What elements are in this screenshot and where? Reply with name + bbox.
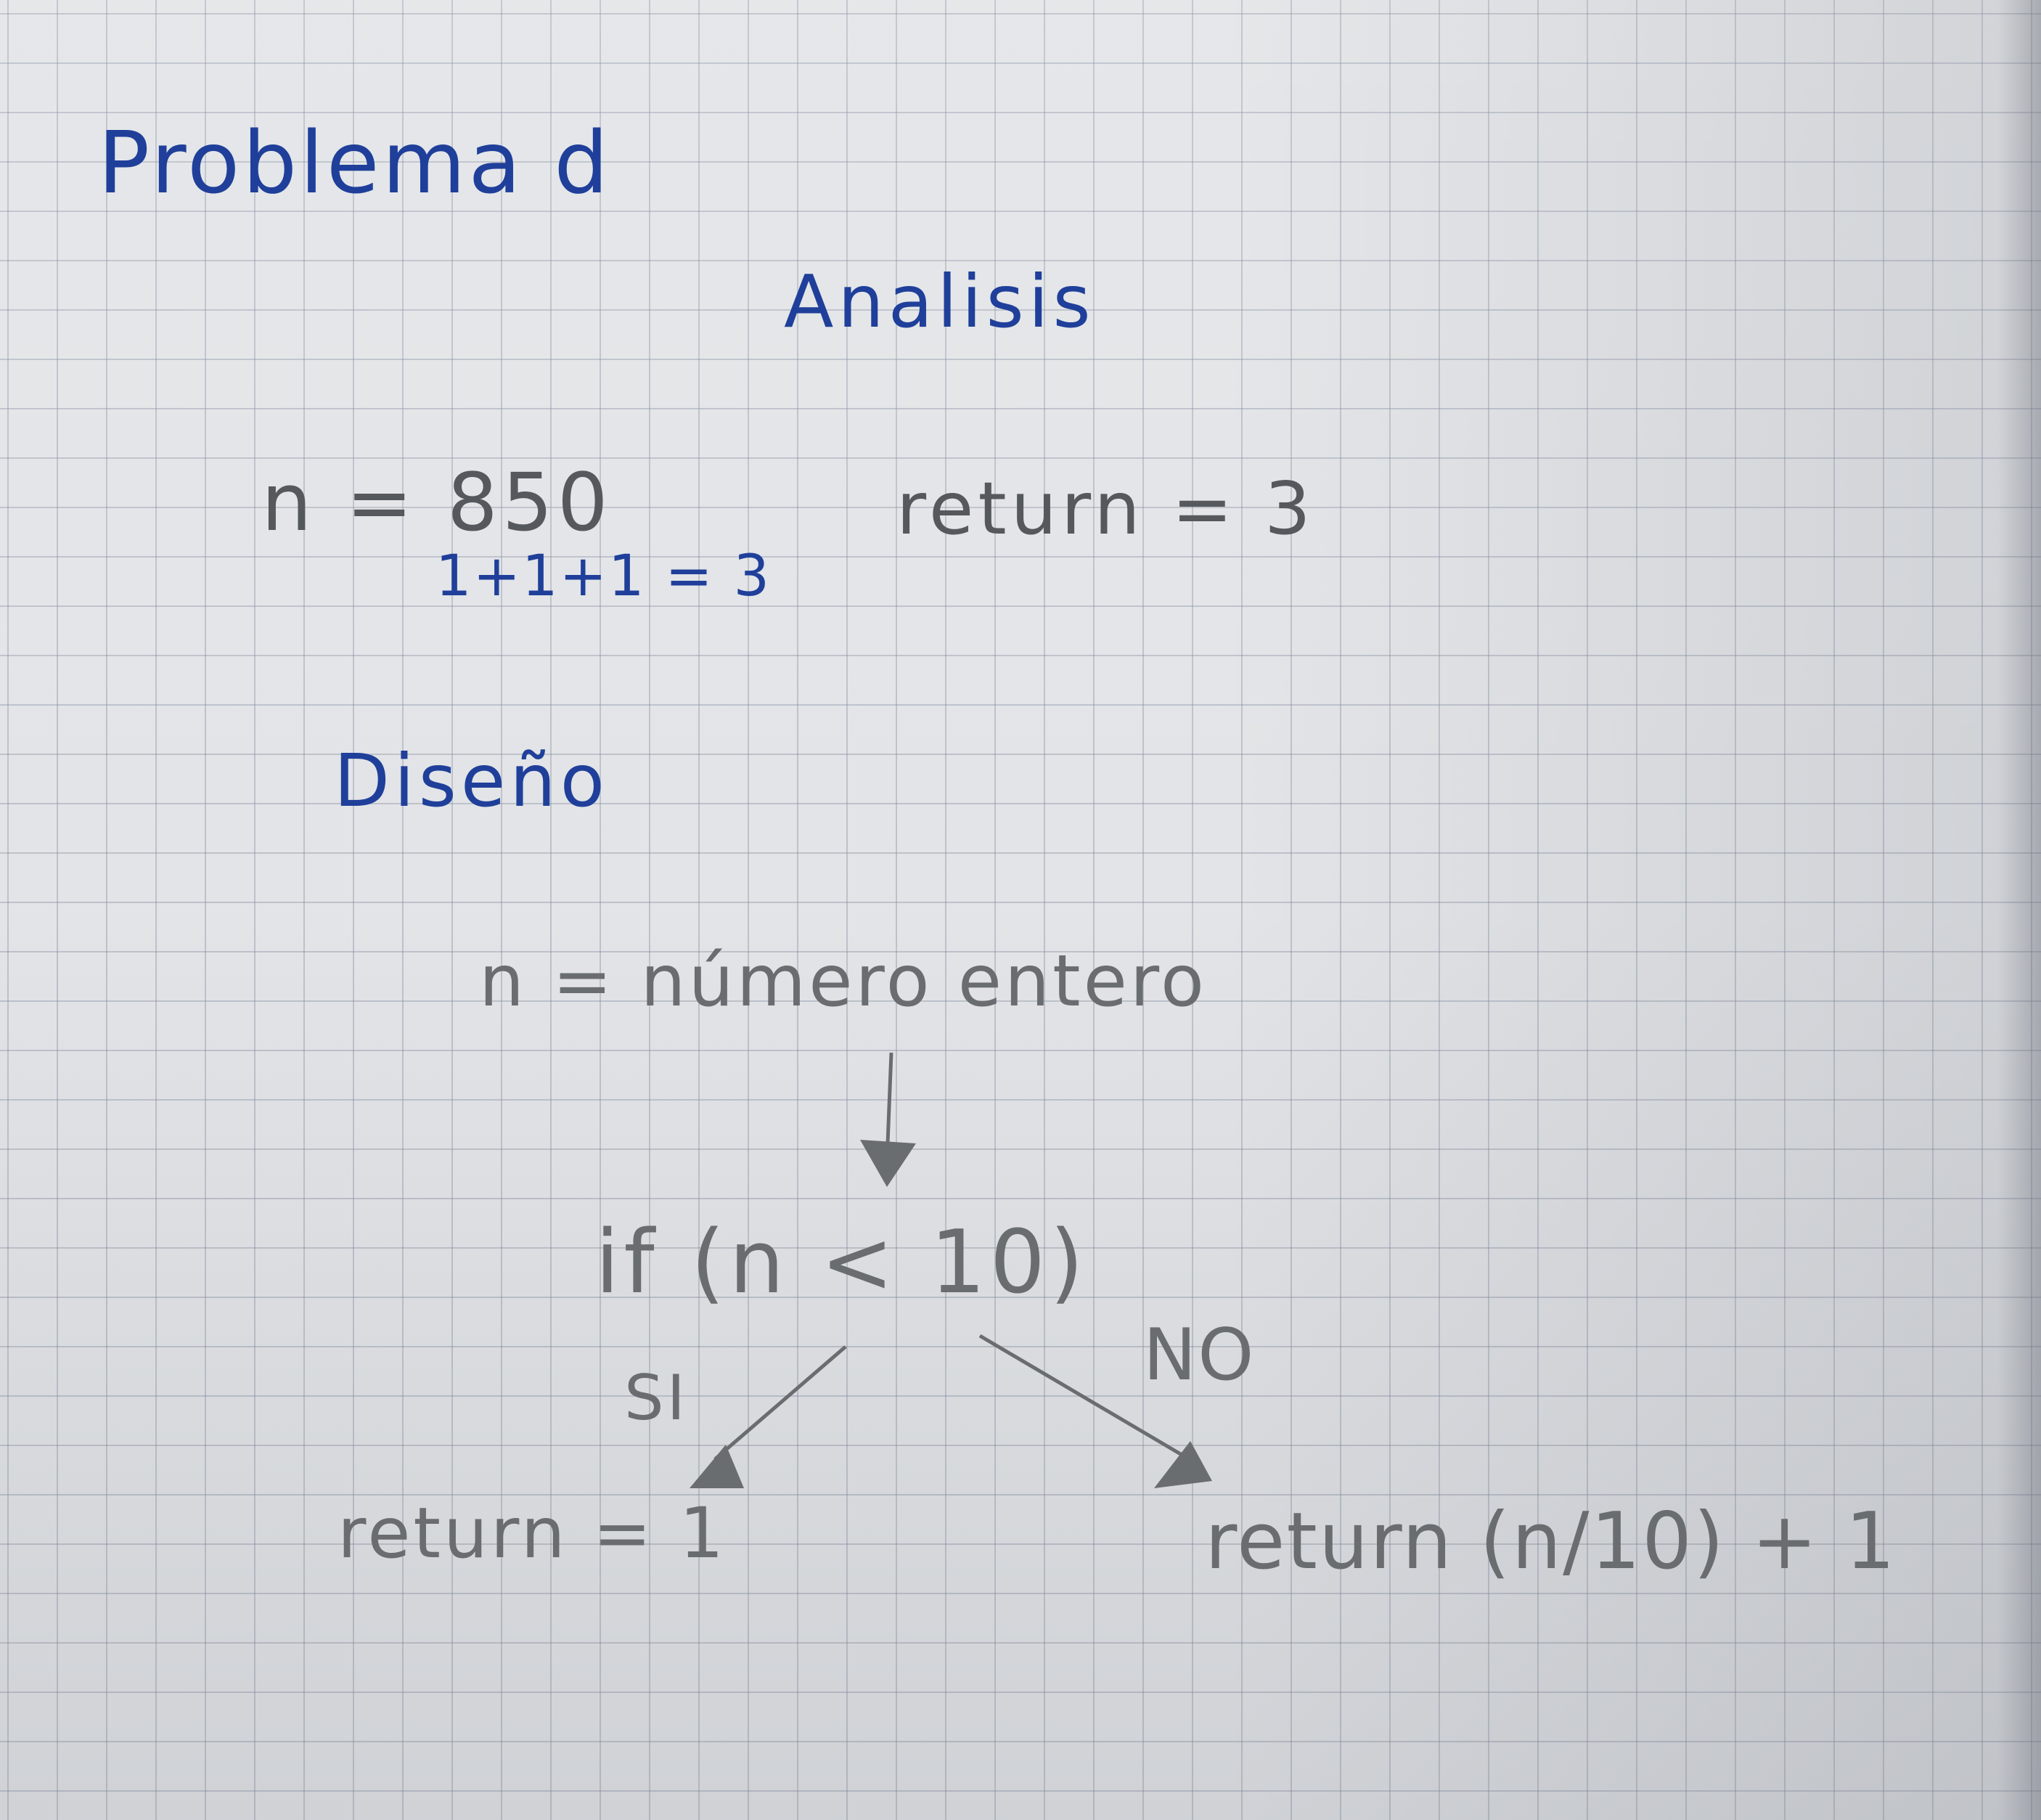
no-label: NO <box>1143 1314 1256 1397</box>
design-heading: Diseño <box>334 738 609 823</box>
design-condition: if (n < 10) <box>595 1212 1088 1313</box>
design-input: n = número entero <box>479 940 1207 1023</box>
no-result: return (n/10) + 1 <box>1205 1496 1897 1587</box>
analysis-sum: 1+1+1 = 3 <box>435 544 772 609</box>
yes-result: return = 1 <box>338 1493 727 1574</box>
yes-label: SI <box>624 1362 688 1435</box>
arrow-yes-icon <box>690 1347 846 1488</box>
analysis-output: return = 3 <box>896 466 1315 551</box>
arrow-down-icon <box>860 1053 916 1187</box>
analysis-heading: Analisis <box>784 259 1095 344</box>
analysis-input: n = 850 <box>261 456 613 549</box>
title-text: Problema d <box>98 113 612 213</box>
